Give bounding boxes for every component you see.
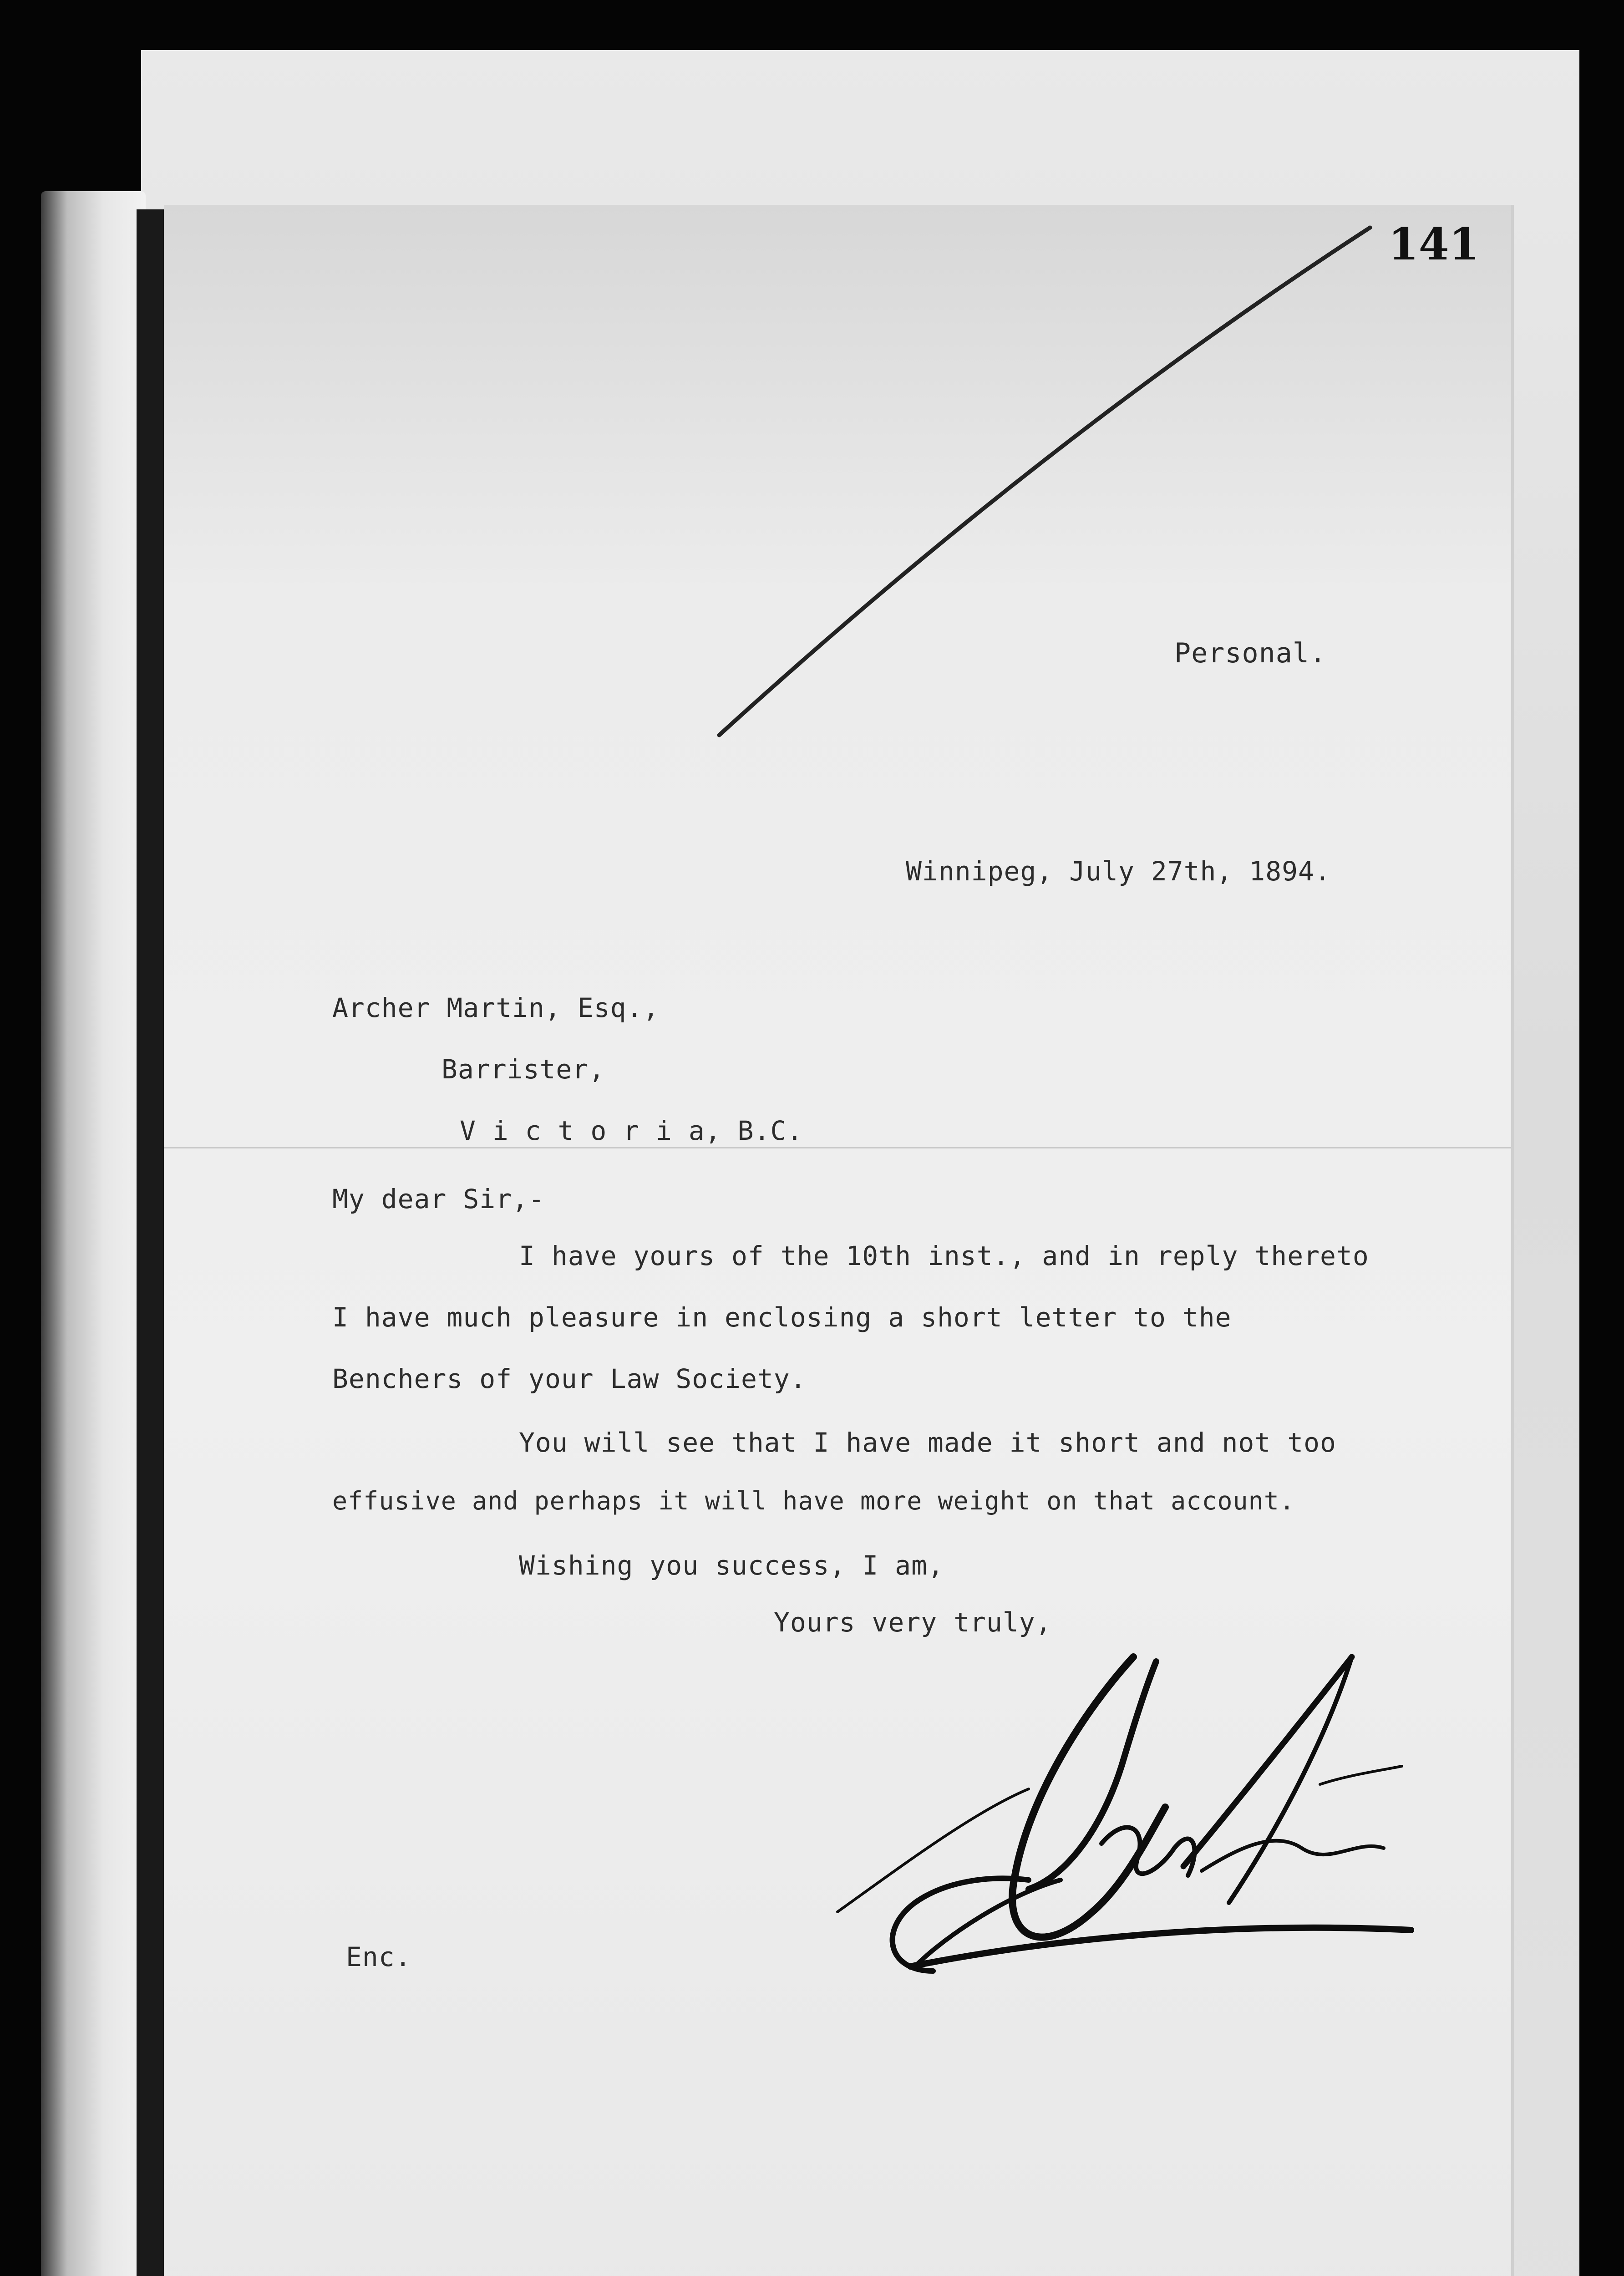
body-line-6: Wishing you success, I am, (519, 1550, 944, 1581)
fold-line (164, 1147, 1511, 1148)
page-number: 141 (1388, 218, 1480, 270)
closing: Yours very truly, (774, 1607, 1052, 1638)
body-line-3: Benchers of your Law Society. (332, 1363, 807, 1394)
dateline: Winnipeg, July 27th, 1894. (906, 856, 1331, 887)
addressee-city: V i c t o r i a, B.C. (460, 1115, 803, 1146)
personal-marking: Personal. (1174, 637, 1327, 669)
body-line-4: You will see that I have made it short and not too (519, 1427, 1336, 1458)
enclosure-note: Enc. (346, 1941, 411, 1972)
body-line-2: I have much pleasure in enclosing a short letter to the (332, 1302, 1232, 1333)
addressee-title: Barrister, (442, 1054, 605, 1085)
body-line-1: I have yours of the 10th inst., and in reply thereto (519, 1240, 1369, 1271)
addressee-name: Archer Martin, Esq., (332, 992, 660, 1023)
album-curled-edge (41, 191, 146, 2276)
salutation: My dear Sir,- (332, 1184, 545, 1214)
body-line-5: effusive and perhaps it will have more weight on that account. (332, 1486, 1295, 1515)
